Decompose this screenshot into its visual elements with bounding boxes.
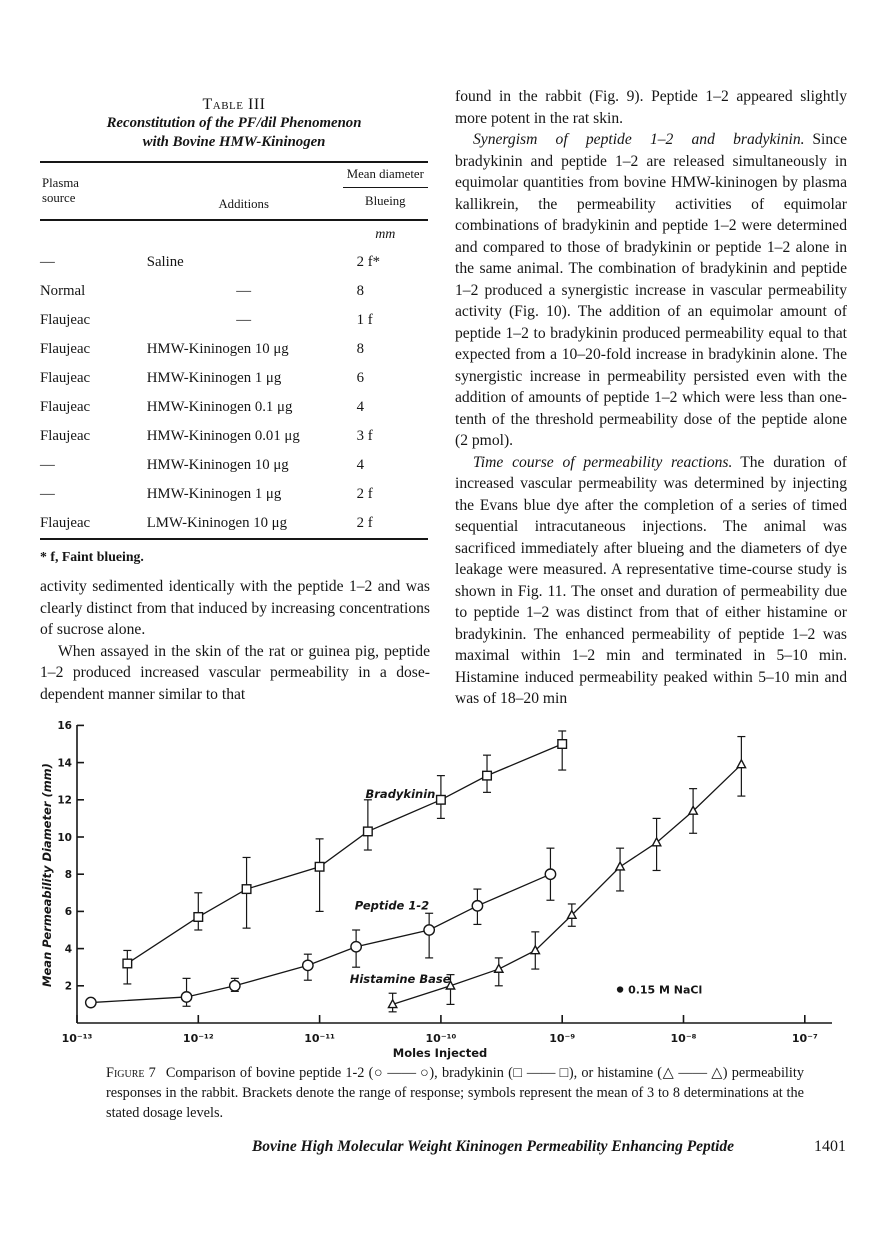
unit-label: mm [375, 226, 396, 242]
data-point-triangle [616, 862, 624, 870]
series-bradykinin [123, 731, 566, 987]
figure7-caption [106, 1063, 804, 1123]
data-point-square [242, 885, 251, 894]
table-cell: Flaujeac [40, 399, 91, 415]
table-row [40, 393, 428, 422]
data-point-circle [424, 925, 434, 935]
table-cell: Flaujeac [40, 515, 91, 531]
table-bottom-rule [40, 538, 428, 540]
paragraph: found in the rabbit (Fig. 9). Peptide 1–2 appeared slightly more potent in the rat skin. [455, 88, 847, 127]
y-tick-label: 16 [57, 720, 72, 733]
data-point-circle [351, 942, 361, 952]
series-label: Peptide 1-2 [354, 898, 430, 913]
data-point-square [437, 796, 446, 805]
figure-label: Figure 7 [106, 1065, 156, 1081]
left-text-column [40, 576, 430, 705]
data-point-triangle [495, 964, 503, 972]
table-cell: — [40, 486, 55, 502]
table-cell: 2 f* [356, 254, 381, 270]
table-cell: 6 [356, 370, 365, 386]
paragraph: Synergism of peptide 1–2 and bradykinin. Since bradykinin and peptide 1–2 are released simultaneously in equimolar quantities from bovine HMW-kininogen by plasma kallikrein, the permeability activities of equimolar combinations of bradykinin and peptide 1–2 were determined and compared to those of bradykinin or peptide 1–2 alone in the same animal. The combination of bradykinin and peptide 1–2 produced a synergistic increase in vascular permeability activity (Fig. 10). The addition of an equimolar amount of peptide 1–2 to bradykinin produced permeability equal to that expected from a 10–20-fold increase in bradykinin alone. The synergistic increase in permeability persisted even with the addition of amounts of peptide 1–2 which were less than one-tenth of the threshold permeability dose of the peptide alone (2 pmol). [455, 131, 847, 449]
paragraph-lead: Time course of permeability reactions. [473, 453, 733, 471]
x-tick-label: 10⁻¹³ [61, 1032, 93, 1045]
table-row [40, 306, 428, 335]
table-footnote: * f, Faint blueing. [40, 549, 144, 564]
table-row [40, 480, 428, 509]
series-label: Histamine Base [349, 972, 451, 987]
y-axis-title: Mean Permeability Diameter (mm) [40, 763, 54, 987]
table-cell: — [236, 312, 252, 328]
table-cell: 4 [356, 399, 365, 415]
paragraph: When assayed in the skin of the rat or guinea pig, peptide 1–2 produced increased vascular permeability in a dose-dependent manner similar to that [40, 642, 430, 703]
x-tick-label: 10⁻⁹ [549, 1032, 576, 1045]
x-tick-label: 10⁻⁷ [791, 1032, 818, 1045]
figure-caption-text: Comparison of bovine peptide 1-2 (○ —— ○), bradykinin (□ —— □), or histamine (△ —— △) permeability responses in the rabbit. Brackets denote the range of response; symbols represent the mean of 3 to 8 determinations at the stated dosage levels. [106, 1065, 804, 1121]
data-point-circle [86, 997, 96, 1007]
y-tick-label: 8 [64, 869, 72, 881]
table-cell: HMW-Kininogen 1 μg [146, 370, 282, 386]
y-tick-label: 12 [57, 794, 72, 807]
header-text: Additions [218, 197, 269, 211]
series-line [91, 874, 551, 1002]
table-cell: 8 [356, 283, 365, 299]
figure7-chart [40, 715, 860, 1060]
table-cell: — [40, 254, 55, 270]
header-text: Blueing [365, 194, 406, 208]
table-cell: — [236, 283, 252, 299]
y-tick-label: 6 [64, 906, 72, 919]
column-header-plasma-source [40, 163, 145, 219]
page-number: 1401 [814, 1138, 846, 1155]
table-cell: 3 f [356, 428, 373, 444]
series-line [127, 744, 562, 963]
paragraph: activity sedimented identically with the peptide 1–2 and was clearly distinct from that induced by increasing concentrations of sucrose alone. [40, 578, 430, 638]
header-text: Mean diameter [343, 163, 428, 188]
table-cell: Flaujeac [40, 312, 91, 328]
y-tick-label: 10 [57, 831, 72, 844]
table-row [40, 335, 428, 364]
y-tick-label: 2 [64, 980, 72, 993]
running-title: Bovine High Molecular Weight Kininogen Permeability Enhancing Peptide [251, 1138, 735, 1155]
column-header-additions [145, 163, 343, 219]
y-tick-label: 4 [64, 943, 72, 956]
series-peptide-1-2 [86, 848, 556, 1008]
table-cell: 4 [356, 457, 365, 473]
page-footer [40, 1138, 846, 1156]
table-title-line2: with Bovine HMW-Kininogen [142, 134, 326, 150]
table-iii [40, 96, 428, 565]
x-tick-label: 10⁻¹¹ [304, 1032, 335, 1045]
series-label: Bradykinin [365, 786, 436, 801]
x-tick-label: 10⁻⁸ [670, 1032, 697, 1045]
table-cell: LMW-Kininogen 10 μg [146, 515, 288, 531]
x-tick-label: 10⁻¹² [182, 1032, 214, 1045]
header-text: source [42, 191, 76, 205]
table-cell: 8 [356, 341, 365, 357]
x-axis-title: Moles Injected [392, 1046, 488, 1060]
data-point-square [558, 740, 567, 749]
data-point-square [483, 771, 492, 780]
table-cell: Normal [40, 283, 86, 299]
table-cell: 2 f [356, 515, 373, 531]
data-point-circle [230, 981, 240, 991]
table-row [40, 364, 428, 393]
paragraph: Time course of permeability reactions. The duration of increased vascular permeability was determined by injecting the Evans blue dye after the completion of a series of timed sequential intracutaneous injections. The animal was sacrificed immediately after blueing and the diameters of dye leakage were measured. A representative time-course study is shown in Fig. 11. The onset and duration of permeability due to peptide 1–2 was distinct from that of either histamine or bradykinin. The enhanced permeability of peptide 1–2 was maximal within 1–2 min and terminated in 5–10 min. Histamine induced permeability peaked within 5–10 min and was of 18–20 min [455, 453, 848, 707]
data-point-triangle [652, 838, 660, 846]
table-cell: HMW-Kininogen 1 μg [146, 486, 282, 502]
data-point-circle [472, 901, 482, 911]
table-body [40, 248, 428, 538]
table-row [40, 277, 428, 306]
data-point-square [364, 827, 373, 836]
table-label: Table III [202, 96, 266, 113]
table-row [40, 248, 428, 277]
table-cell: HMW-Kininogen 0.01 μg [146, 428, 300, 444]
table-unit-row [40, 221, 428, 248]
table-cell: Flaujeac [40, 341, 91, 357]
y-tick-label: 14 [57, 757, 72, 770]
table-cell: HMW-Kininogen 10 μg [146, 341, 289, 357]
table-cell: Flaujeac [40, 428, 91, 444]
x-tick-label: 10⁻¹⁰ [425, 1032, 457, 1045]
data-point-circle [181, 992, 191, 1002]
table-row [40, 451, 428, 480]
data-point-square [123, 959, 132, 968]
table-cell: 2 f [356, 486, 373, 502]
data-point-square [315, 862, 324, 871]
column-header-mean-diameter [343, 163, 428, 219]
right-text-column [455, 86, 847, 710]
nacl-annotation-label: 0.15 M NaCl [628, 983, 703, 997]
table-cell: HMW-Kininogen 0.1 μg [146, 399, 293, 415]
table-cell: Flaujeac [40, 370, 91, 386]
table-cell: Saline [146, 254, 184, 270]
data-point-triangle [737, 760, 745, 768]
table-row [40, 422, 428, 451]
data-point-square [194, 913, 203, 922]
paragraph-lead: Synergism of peptide 1–2 and bradykinin. [473, 131, 805, 148]
nacl-filled-circle-marker [617, 986, 623, 992]
table-header [40, 163, 428, 221]
data-point-circle [545, 869, 555, 879]
table-cell: HMW-Kininogen 10 μg [146, 457, 289, 473]
header-text: Plasma [42, 176, 79, 190]
table-title-line1: Reconstitution of the PF/dil Phenomenon [106, 115, 362, 131]
table-row [40, 509, 428, 538]
table-cell: 1 f [356, 312, 373, 328]
data-point-circle [303, 960, 313, 970]
table-cell: — [40, 457, 55, 473]
